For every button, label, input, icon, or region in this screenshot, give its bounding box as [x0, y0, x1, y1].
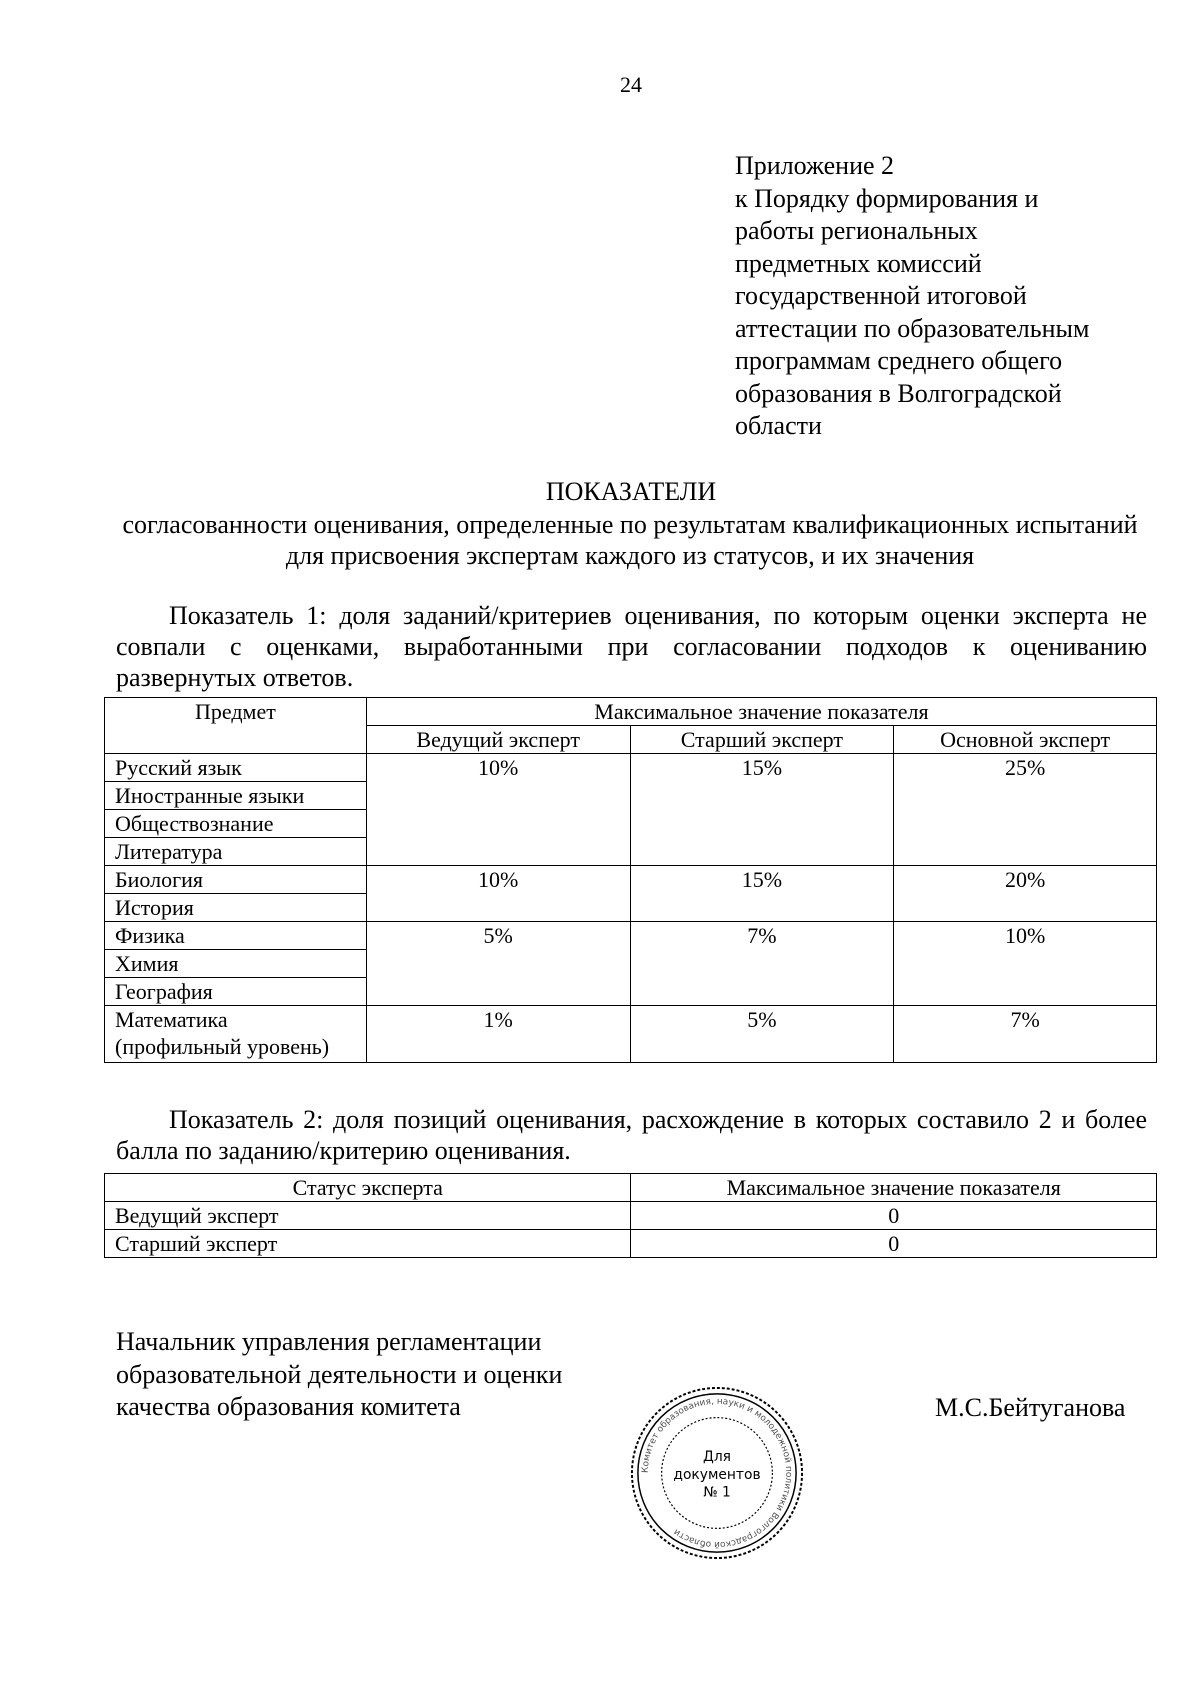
main-value: 7%	[894, 1006, 1157, 1063]
table-row	[105, 1230, 1157, 1258]
senior-value: 15%	[630, 754, 894, 866]
document-title: ПОКАЗАТЕЛИ	[545, 477, 717, 506]
signatory-position	[116, 1326, 616, 1424]
status-cell: Старший эксперт	[105, 1230, 631, 1258]
subject-cell: Физика	[105, 922, 367, 950]
indicator-1-table	[104, 697, 1157, 1063]
page-number: 24	[620, 72, 642, 97]
appendix-line: аттестации по образовательным	[735, 313, 1090, 343]
appendix-header	[735, 150, 1165, 443]
indicator-2-text: Показатель 2: доля позиций оценивания, расхождение в которых составило 2 и более балла по заданию/критерию оценивания.	[116, 1105, 1147, 1165]
main-value: 25%	[894, 754, 1157, 866]
main-value: 20%	[894, 866, 1157, 922]
stamp-line: Для	[703, 1449, 731, 1466]
indicator-1-text: Показатель 1: доля заданий/критериев оценивания, по которым оценки эксперта не совпали с оценками, выработанными при согласовании подходов к оцениванию развернутых ответов.	[116, 601, 1147, 692]
header-max-value: Максимальное значение показателя	[366, 698, 1156, 726]
official-stamp	[628, 1384, 806, 1562]
appendix-line: к Порядку формирования и	[735, 183, 1039, 213]
header-main-expert: Основной эксперт	[894, 726, 1157, 754]
position-line: образовательной деятельности и оценки	[116, 1359, 563, 1389]
status-cell: Ведущий эксперт	[105, 1202, 631, 1230]
appendix-line: образования в Волгоградской	[735, 378, 1062, 408]
indicator-2-paragraph	[116, 1104, 1147, 1166]
table-header-row	[105, 698, 1157, 726]
header-expert-status: Статус эксперта	[105, 1174, 631, 1202]
indicator-2-table	[104, 1173, 1157, 1258]
value-cell: 0	[631, 1202, 1157, 1230]
appendix-line: предметных комиссий	[735, 248, 982, 278]
lead-value: 5%	[366, 922, 630, 1006]
lead-value: 10%	[366, 754, 630, 866]
table-row	[105, 754, 1157, 782]
appendix-line: Приложение 2	[735, 151, 895, 180]
stamp-line: документов	[673, 1466, 761, 1483]
subject-cell: Химия	[105, 950, 367, 978]
subject-cell: Обществознание	[105, 810, 367, 838]
subject-cell: Русский язык	[105, 754, 367, 782]
subject-cell: История	[105, 894, 367, 922]
senior-value: 5%	[630, 1006, 894, 1063]
senior-value: 7%	[630, 922, 894, 1006]
document-subtitle: согласованности оценивания, определенные по результатам квалификационных испытаний для присвоения экспертам каждого из статусов, и их значения	[122, 510, 1138, 570]
header-subject: Предмет	[105, 698, 367, 754]
subject-cell: Иностранные языки	[105, 782, 367, 810]
header-lead-expert: Ведущий эксперт	[366, 726, 630, 754]
indicator-1-paragraph	[116, 600, 1147, 693]
header-senior-expert: Старший эксперт	[630, 726, 894, 754]
table-row	[105, 866, 1157, 894]
header-max-value: Максимальное значение показателя	[631, 1174, 1157, 1202]
table-header-row	[105, 1174, 1157, 1202]
lead-value: 1%	[366, 1006, 630, 1063]
table-row	[105, 1202, 1157, 1230]
signatory-name: М.С.Бейтуганова	[935, 1393, 1126, 1422]
appendix-line: области	[735, 411, 822, 440]
value-cell: 0	[631, 1230, 1157, 1258]
position-line: Начальник управления регламентации	[116, 1327, 542, 1356]
stamp-ring-text: Комитет образования, науки и молодежной политики Волгоградской области	[640, 1396, 794, 1550]
table-row	[105, 1006, 1157, 1063]
appendix-line: программам среднего общего	[735, 346, 1063, 375]
subject-cell: Математика (профильный уровень)	[105, 1006, 367, 1063]
appendix-line: государственной итоговой	[735, 281, 1027, 310]
table-row	[105, 922, 1157, 950]
stamp-line: № 1	[703, 1484, 731, 1501]
subject-cell: Биология	[105, 866, 367, 894]
subject-cell: География	[105, 978, 367, 1006]
subject-cell: Литература	[105, 838, 367, 866]
appendix-line: работы региональных	[735, 216, 978, 245]
position-line: качества образования комитета	[116, 1392, 461, 1421]
main-value: 10%	[894, 922, 1157, 1006]
senior-value: 15%	[630, 866, 894, 922]
lead-value: 10%	[366, 866, 630, 922]
